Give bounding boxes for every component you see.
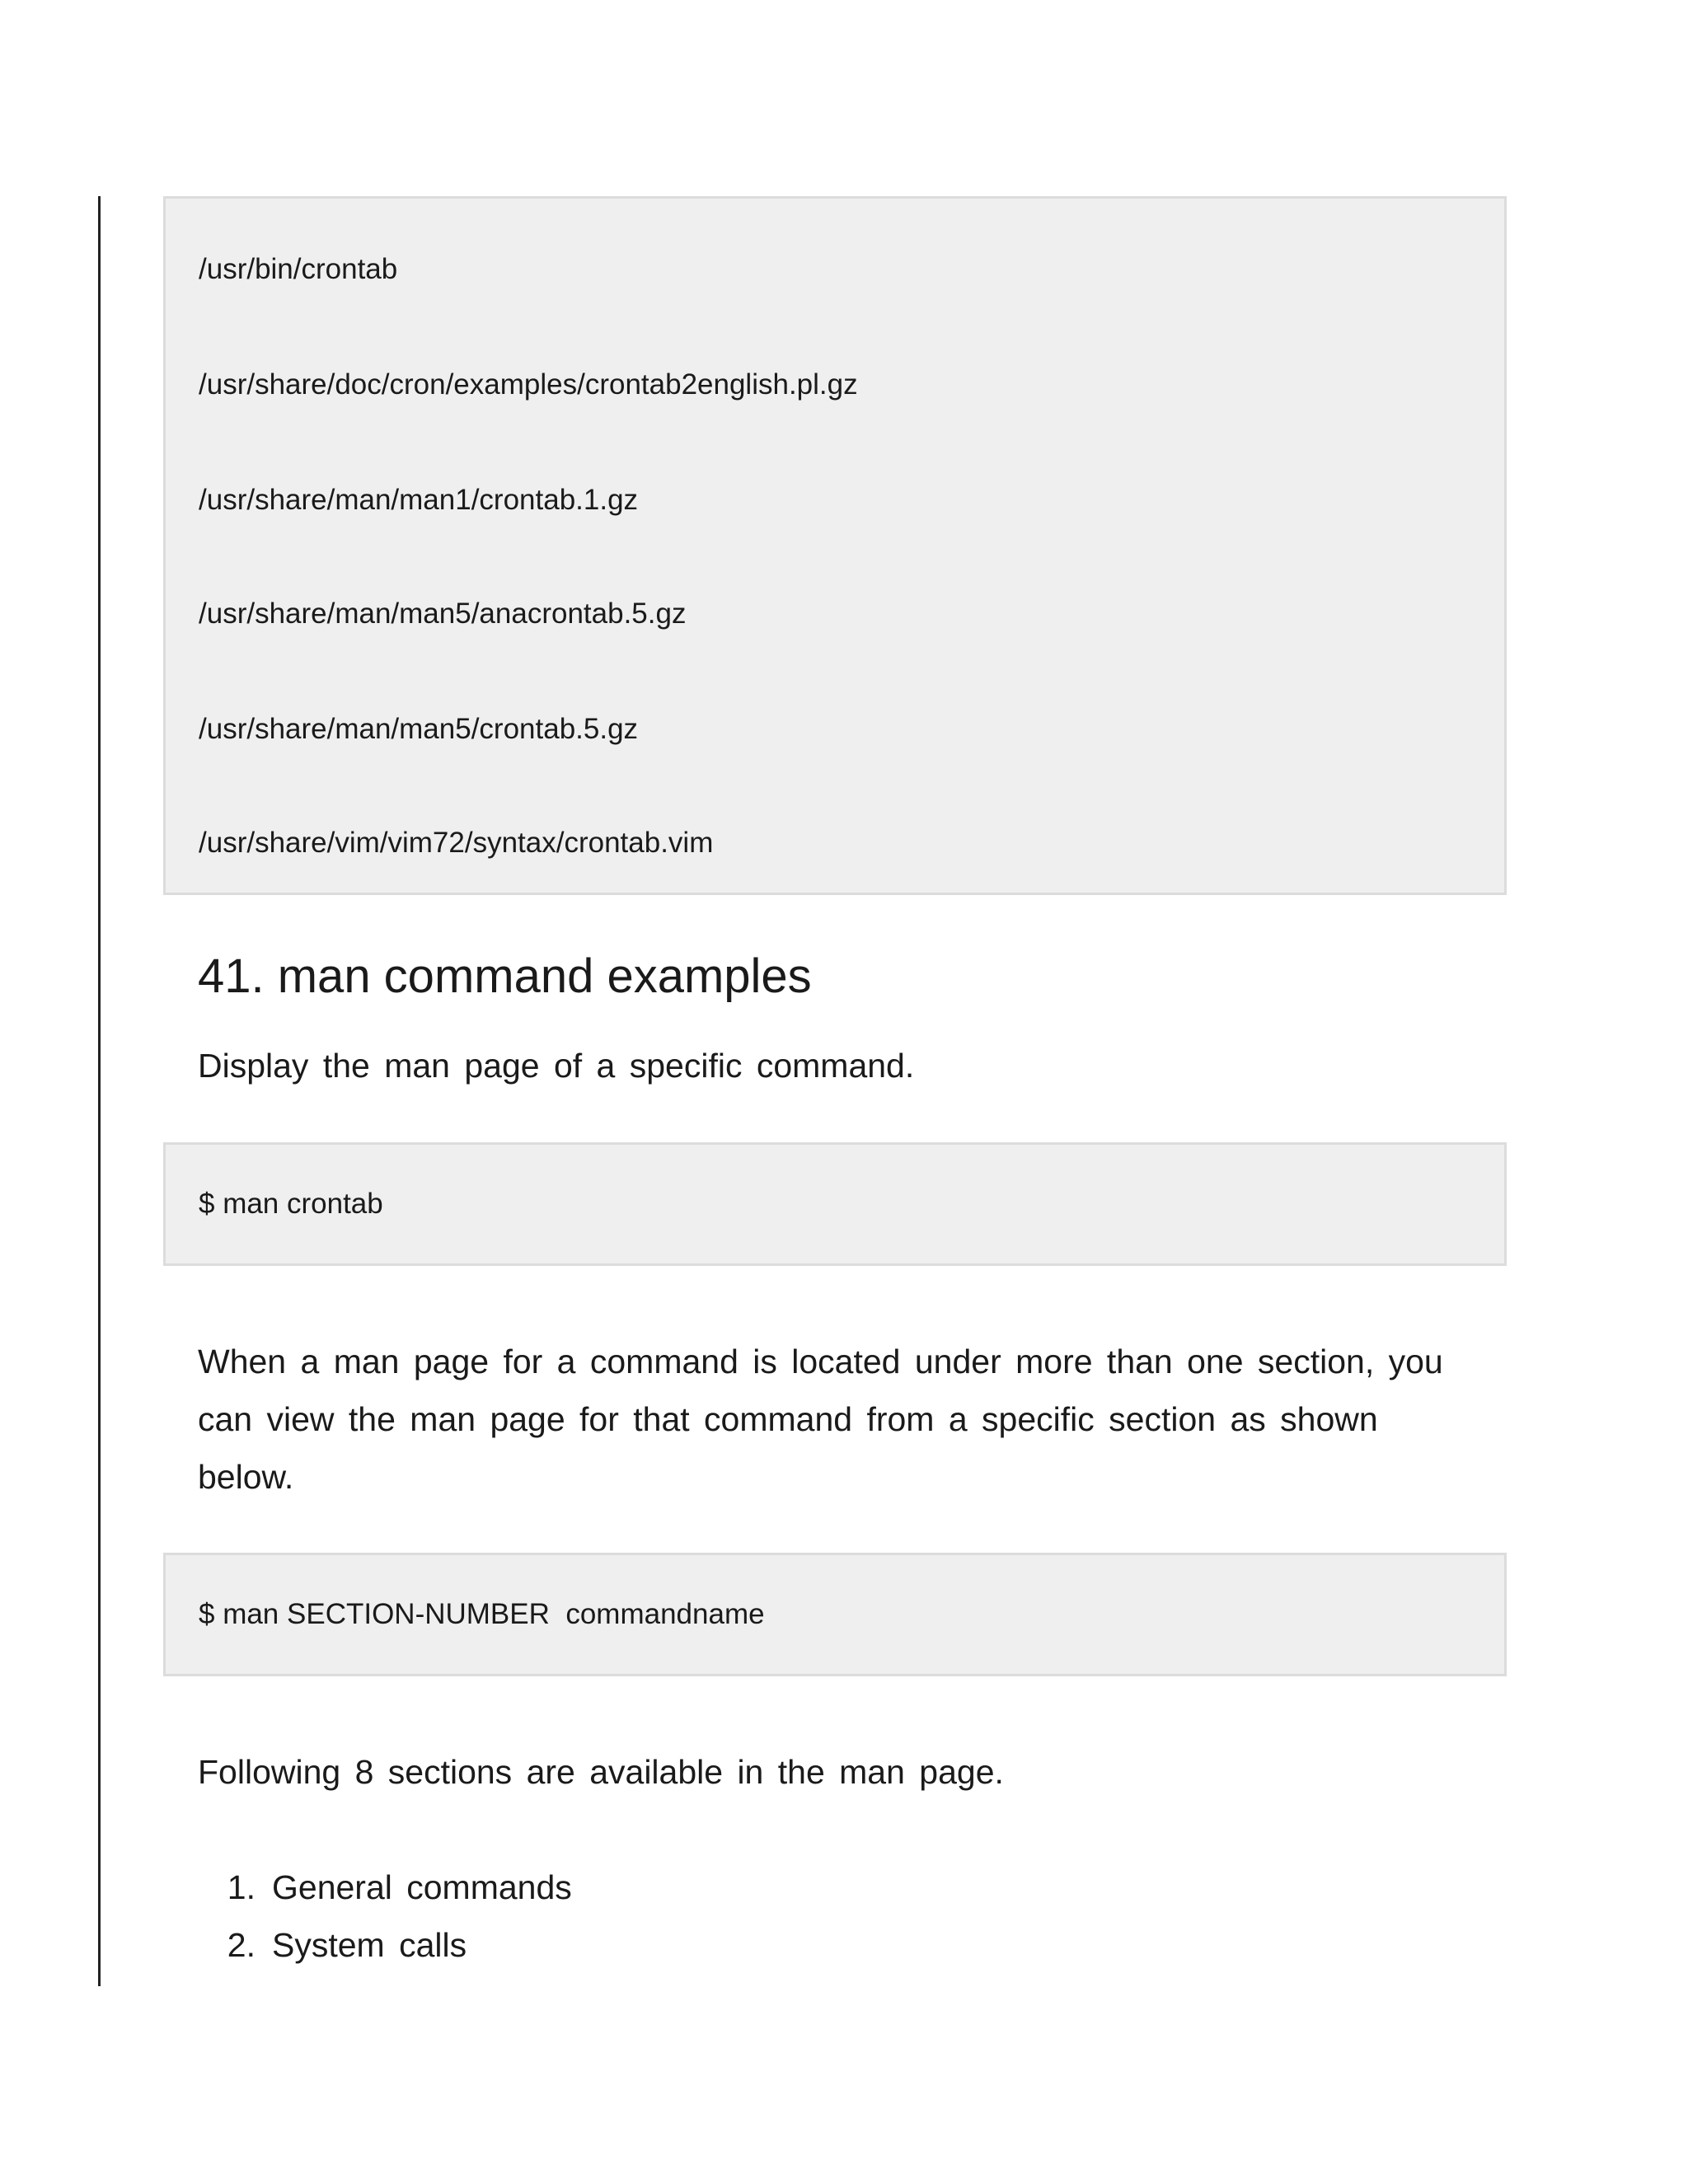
code-block-man-section-number bbox=[163, 1553, 1507, 1676]
list-item-number: 2. bbox=[227, 1926, 256, 1964]
list-item-number: 1. bbox=[227, 1868, 256, 1906]
intro-paragraph: Display the man page of a specific command. bbox=[198, 1047, 915, 1085]
list-item-label: General commands bbox=[272, 1868, 572, 1906]
code-line: $ man SECTION-NUMBER commandname bbox=[199, 1598, 765, 1630]
code-line: /usr/bin/crontab bbox=[199, 253, 398, 285]
sections-intro-paragraph: Following 8 sections are available in the man page. bbox=[198, 1753, 1004, 1791]
code-line: /usr/share/man/man5/crontab.5.gz bbox=[199, 713, 639, 745]
code-line: /usr/share/man/man5/anacrontab.5.gz bbox=[199, 598, 687, 630]
man-sections-list bbox=[198, 1858, 572, 1974]
code-line: $ man crontab bbox=[199, 1188, 383, 1220]
code-line: /usr/share/man/man1/crontab.1.gz bbox=[199, 484, 639, 516]
code-block-crontab-paths bbox=[163, 196, 1507, 895]
section-heading: 41. man command examples bbox=[198, 949, 812, 1003]
left-margin-rule bbox=[98, 196, 101, 1986]
code-line: /usr/share/vim/vim72/syntax/crontab.vim bbox=[199, 827, 714, 859]
list-item-label: System calls bbox=[272, 1926, 467, 1964]
explanation-paragraph: When a man page for a command is located under more than one section, you can view the man page for that command from a specific section as shown below. bbox=[198, 1343, 1443, 1496]
code-block-man-crontab bbox=[163, 1142, 1507, 1266]
list-item bbox=[198, 1916, 572, 1974]
list-item bbox=[198, 1858, 572, 1916]
code-line: /usr/share/doc/cron/examples/crontab2english.pl.gz bbox=[199, 368, 858, 401]
